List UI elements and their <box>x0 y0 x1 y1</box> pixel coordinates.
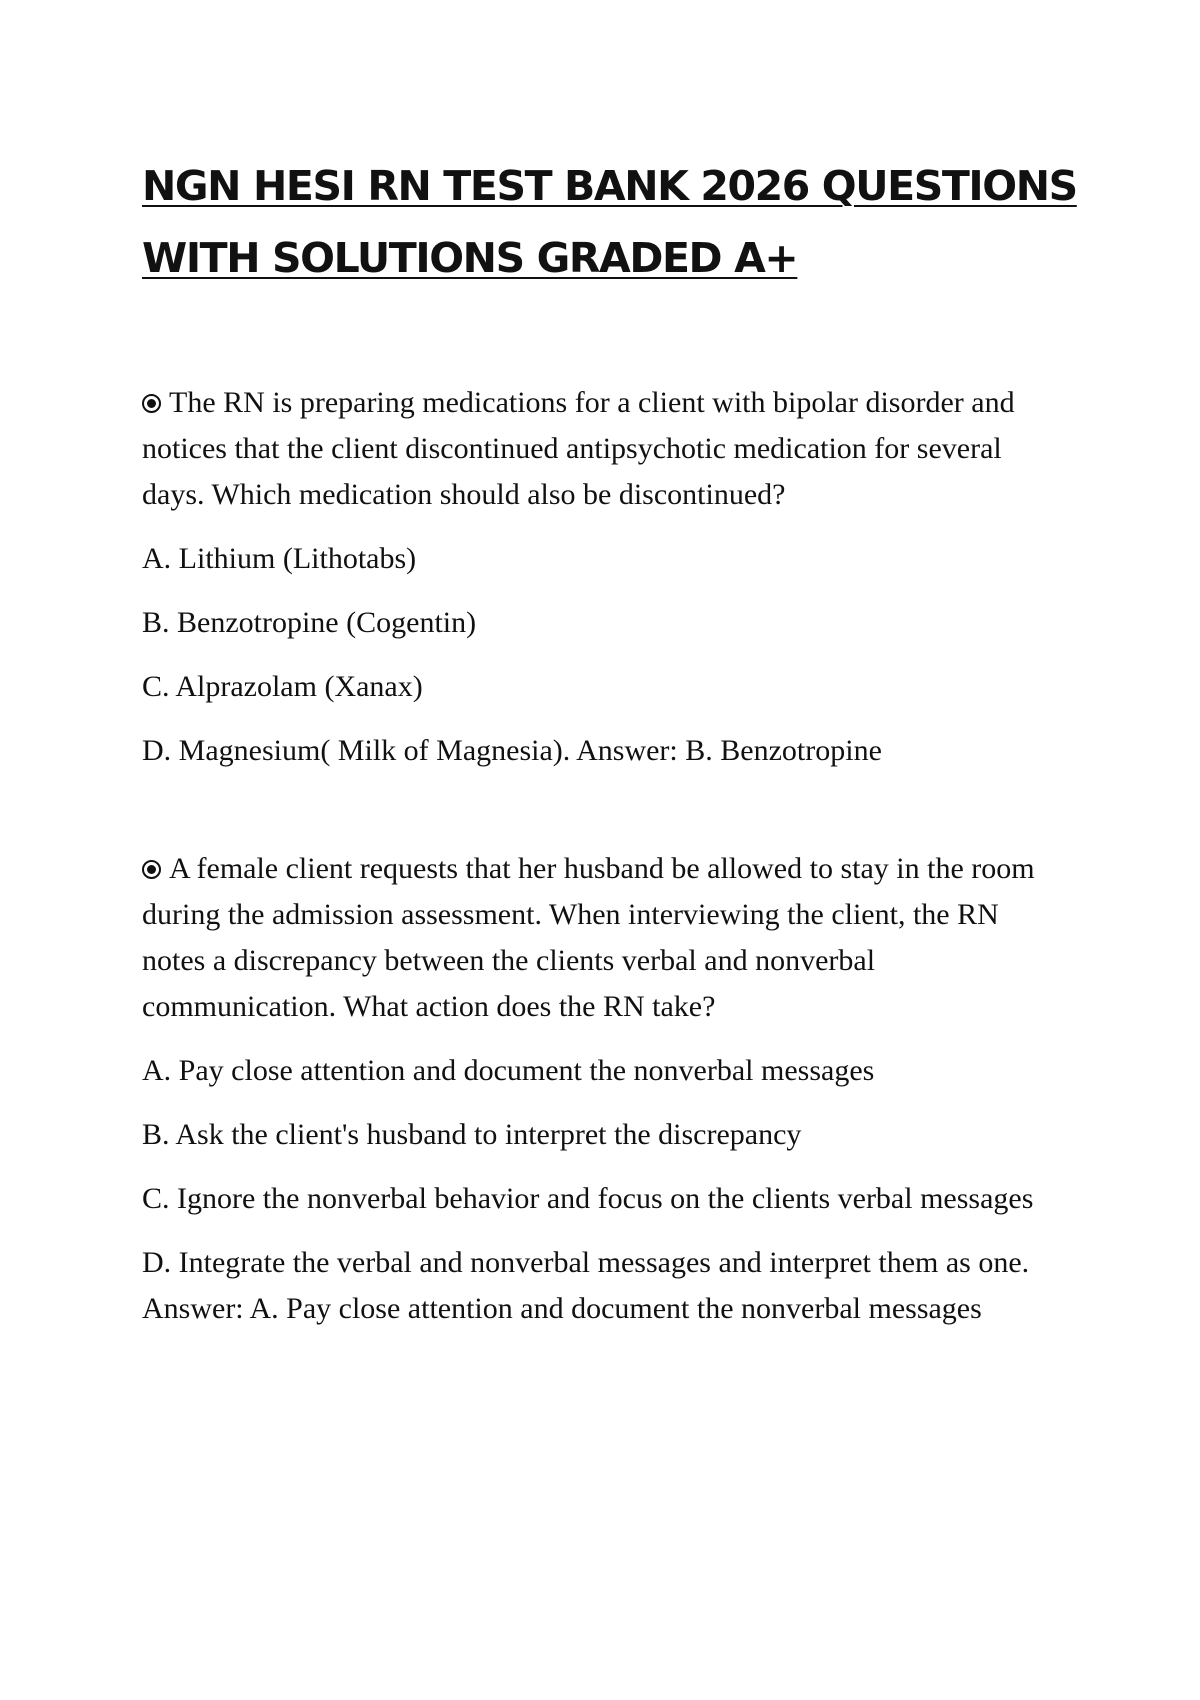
question-stem <box>142 380 1042 518</box>
question-1 <box>142 380 1042 774</box>
answer-option-c: C. Alprazolam (Xanax) <box>142 670 423 703</box>
question-2 <box>142 846 1042 1332</box>
question-list <box>142 380 1042 1332</box>
answer-option-b: B. Benzotropine (Cogentin) <box>142 606 477 639</box>
question-stem-text: A female client requests that her husband be allowed to stay in the room during the admission assessment. When interviewing the client, the RN notes a discrepancy between the clients verbal and nonverbal communication. What action does the RN take? <box>142 852 1035 1023</box>
document-page <box>142 150 1077 1404</box>
document-title <box>142 150 1077 294</box>
question-stem <box>142 846 1042 1030</box>
answer-option-d: D. Magnesium( Milk of Magnesia). Answer: B. Benzotropine <box>142 734 882 767</box>
answer-option-a: A. Pay close attention and document the nonverbal messages <box>142 1054 875 1087</box>
title-line-1: NGN HESI RN TEST BANK 2026 QUESTIONS <box>142 162 1077 210</box>
answer-option-b: B. Ask the client's husband to interpret the discrepancy <box>142 1118 802 1151</box>
title-line-2: WITH SOLUTIONS GRADED A+ <box>142 234 798 282</box>
answer-option-d: D. Integrate the verbal and nonverbal messages and interpret them as one. Answer: A. Pay close attention and document the nonverbal messages <box>142 1246 1030 1325</box>
radio-bullet-icon <box>142 394 161 413</box>
answer-option-a: A. Lithium (Lithotabs) <box>142 542 417 575</box>
radio-bullet-icon <box>142 860 161 879</box>
question-stem-text: The RN is preparing medications for a client with bipolar disorder and notices that the client discontinued antipsychotic medication for several days. Which medication should also be discontinued? <box>142 386 1015 511</box>
answer-option-c: C. Ignore the nonverbal behavior and focus on the clients verbal messages <box>142 1182 1034 1215</box>
